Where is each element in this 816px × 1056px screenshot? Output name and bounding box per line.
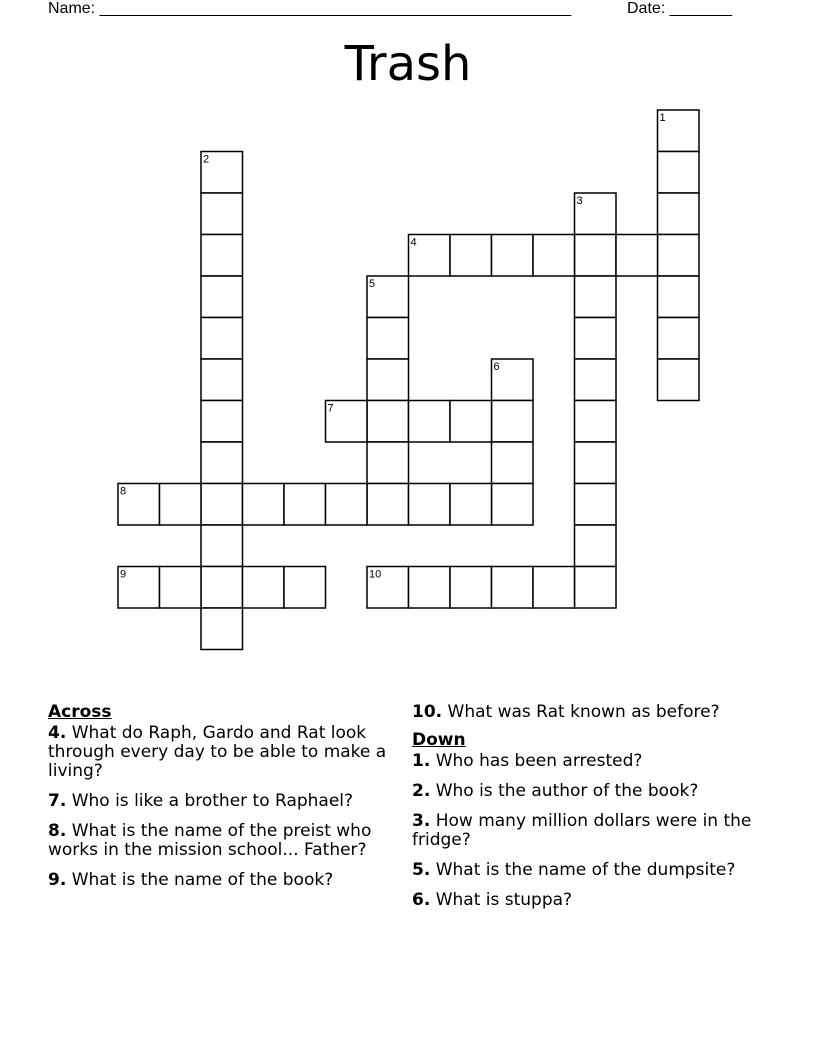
clue-text: How many million dollars were in the fridge? <box>412 811 752 850</box>
grid-cell[interactable] <box>575 484 617 526</box>
grid-cell[interactable] <box>409 401 451 443</box>
cell-number: 6 <box>493 361 500 373</box>
clue-number: 2. <box>412 781 431 801</box>
clue-number: 10. <box>412 702 443 722</box>
grid-cell[interactable] <box>492 567 534 609</box>
across-heading: Across <box>48 702 112 722</box>
clue-across-8 <box>48 822 400 860</box>
grid-cell[interactable] <box>658 276 700 318</box>
cell-number: 8 <box>120 485 127 498</box>
grid-cell[interactable] <box>160 567 202 609</box>
grid-cell[interactable] <box>492 235 534 277</box>
clue-across-10 <box>412 703 764 722</box>
grid-cell[interactable] <box>492 401 534 443</box>
grid-cell[interactable] <box>160 484 202 526</box>
name-label: Name: _____________________________________________________ <box>48 0 572 17</box>
grid-cell[interactable] <box>201 235 243 277</box>
grid-cell[interactable] <box>284 567 326 609</box>
grid-cell[interactable] <box>201 276 243 318</box>
clue-number: 8. <box>48 821 67 841</box>
clue-text: What is stuppa? <box>430 890 573 910</box>
clue-number: 5. <box>412 860 431 880</box>
clue-down-1 <box>412 752 764 771</box>
cell-number: 1 <box>659 112 666 124</box>
grid-cell[interactable] <box>367 318 409 360</box>
clue-text: Who has been arrested? <box>430 751 643 771</box>
clue-number: 7. <box>48 791 67 811</box>
clue-across-9 <box>48 871 400 890</box>
grid-cell[interactable] <box>201 401 243 443</box>
grid-cell[interactable] <box>658 235 700 277</box>
down-heading: Down <box>412 730 466 750</box>
grid-cell[interactable] <box>284 484 326 526</box>
grid-cell[interactable] <box>575 567 617 609</box>
cell-number: 2 <box>203 153 210 166</box>
grid-cell[interactable] <box>367 359 409 401</box>
clue-down-6 <box>412 891 764 910</box>
grid-cell[interactable] <box>492 442 534 484</box>
clue-across-4 <box>48 724 400 781</box>
clue-number: 6. <box>412 890 431 910</box>
clue-across-7 <box>48 792 400 811</box>
clue-number: 3. <box>412 811 431 831</box>
grid-cell[interactable] <box>450 567 492 609</box>
grid-cell[interactable] <box>243 567 285 609</box>
grid-cell[interactable] <box>201 318 243 360</box>
clue-text: What do Raph, Gardo and Rat look through every day to be able to make a living? <box>48 723 387 781</box>
date-label: Date: _______ <box>627 0 732 17</box>
grid-cell[interactable] <box>409 484 451 526</box>
clue-text: What was Rat known as before? <box>442 702 720 722</box>
cell-number: 3 <box>576 195 583 207</box>
cell-number: 9 <box>120 568 127 581</box>
grid-cell[interactable] <box>201 567 243 609</box>
grid-cell[interactable] <box>201 484 243 526</box>
grid-cell[interactable] <box>658 193 700 235</box>
grid-cell[interactable] <box>533 235 575 277</box>
grid-cell[interactable] <box>658 152 700 194</box>
across-clues <box>48 703 400 901</box>
grid-cell[interactable] <box>326 484 368 526</box>
grid-cell[interactable] <box>450 401 492 443</box>
grid-cell[interactable] <box>450 235 492 277</box>
clue-number: 4. <box>48 723 67 743</box>
cell-number: 10 <box>369 568 382 581</box>
clue-text: What is the name of the dumpsite? <box>430 860 736 880</box>
grid-cell[interactable] <box>409 567 451 609</box>
puzzle-title: Trash <box>344 36 472 92</box>
cell-number: 7 <box>327 402 334 415</box>
grid-cell[interactable] <box>575 442 617 484</box>
grid-cell[interactable] <box>575 525 617 567</box>
clue-down-5 <box>412 861 764 880</box>
grid-cell[interactable] <box>367 484 409 526</box>
clue-number: 1. <box>412 751 431 771</box>
grid-cell[interactable] <box>367 442 409 484</box>
grid-cell[interactable] <box>616 235 658 277</box>
clue-text: What is the name of the preist who works in the mission school... Father? <box>48 821 372 860</box>
cell-number: 5 <box>369 278 376 290</box>
grid-cell[interactable] <box>201 525 243 567</box>
grid-cell[interactable] <box>243 484 285 526</box>
clue-down-3 <box>412 812 764 850</box>
grid-cell[interactable] <box>367 401 409 443</box>
grid-cell[interactable] <box>575 235 617 277</box>
grid-cell[interactable] <box>658 318 700 360</box>
clue-number: 9. <box>48 870 67 890</box>
grid-cell[interactable] <box>575 318 617 360</box>
grid-cell[interactable] <box>201 193 243 235</box>
clue-down-2 <box>412 782 764 801</box>
grid-cell[interactable] <box>658 359 700 401</box>
clue-text: Who is the author of the book? <box>430 781 699 801</box>
grid-cell[interactable] <box>450 484 492 526</box>
grid-cell[interactable] <box>201 359 243 401</box>
grid-cell[interactable] <box>201 608 243 650</box>
grid-cell[interactable] <box>492 484 534 526</box>
grid-cell[interactable] <box>575 359 617 401</box>
grid-cell[interactable] <box>533 567 575 609</box>
clue-text: What is the name of the book? <box>66 870 334 890</box>
grid-cell[interactable] <box>575 276 617 318</box>
grid-cell[interactable] <box>575 401 617 443</box>
grid-cell[interactable] <box>201 442 243 484</box>
clue-text: Who is like a brother to Raphael? <box>66 791 354 811</box>
cell-number: 4 <box>410 236 417 249</box>
right-clues <box>412 703 764 921</box>
